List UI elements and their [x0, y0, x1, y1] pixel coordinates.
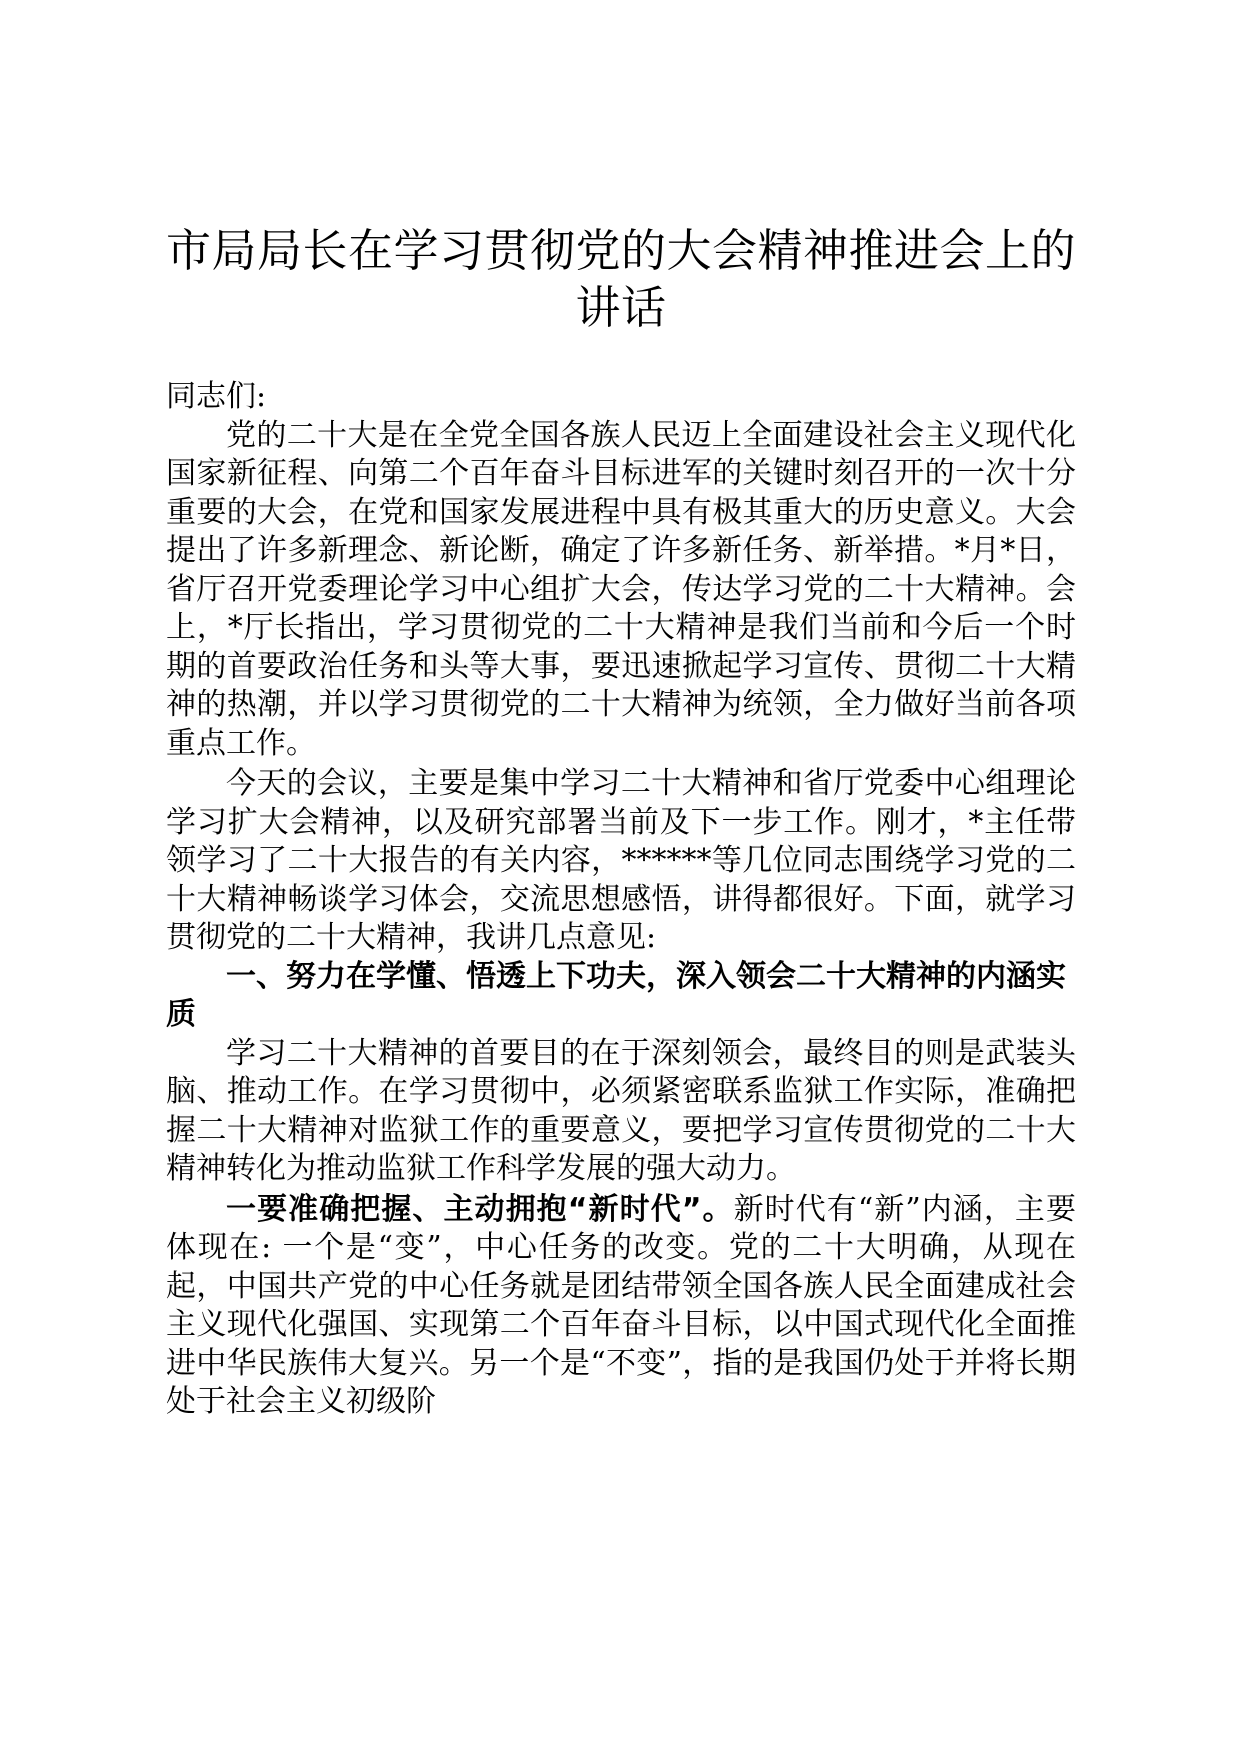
document-title-line-1: 市局局长在学习贯彻党的大会精神推进会上的 [166, 224, 1077, 278]
paragraph-new-era-lead: 一要准确把握、主动拥抱“新时代”。 [226, 1191, 734, 1227]
salutation: 同志们: [166, 379, 267, 414]
paragraph-new-era [166, 1191, 1076, 1422]
section-heading-1: 一、努力在学懂、悟透上下功夫，深入领会二十大精神的内涵实质 [166, 958, 1066, 1032]
document-body [166, 378, 1076, 1422]
paragraph-meeting-purpose: 今天的会议，主要是集中学习二十大精神和省厅党委中心组理论学习扩大会精神，以及研究部署当前及下一步工作。刚才，*主任带领学习了二十大报告的有关内容，******等几位同志围绕学习党的二十大精神畅谈学习体会，交流思想感悟，讲得都很好。下面，就学习贯彻党的二十大精神，我讲几点意见: [166, 766, 1076, 955]
paragraph-section-1-intro: 学习二十大精神的首要目的在于深刻领会，最终目的则是武装头脑、推动工作。在学习贯彻中，必须紧密联系监狱工作实际，准确把握二十大精神对监狱工作的重要意义，要把学习宣传贯彻党的二十大精神转化为推动监狱工作科学发展的强大动力。 [166, 1035, 1076, 1186]
paragraph-new-era-body: 新时代有“新”内涵，主要体现在: 一个是“变”，中心任务的改变。党的二十大明确，从现在起，中国共产党的中心任务就是团结带领全国各族人民全面建成社会主义现代化强国、实现第二个百年奋斗目标，以中国式现代化全面推进中华民族伟大复兴。另一个是“不变”，指的是我国仍处于并将长期处于社会主义初级阶 [166, 1191, 1076, 1419]
paragraph-intro: 党的二十大是在全党全国各族人民迈上全面建设社会主义现代化国家新征程、向第二个百年奋斗目标进军的关键时刻召开的一次十分重要的大会，在党和国家发展进程中具有极其重大的历史意义。大会提出了许多新理念、新论断，确定了许多新任务、新举措。*月*日，省厅召开党委理论学习中心组扩大会，传达学习党的二十大精神。会上，*厅长指出，学习贯彻党的二十大精神是我们当前和今后一个时期的首要政治任务和头等大事，要迅速掀起学习宣传、贯彻二十大精神的热潮，并以学习贯彻党的二十大精神为统领，全力做好当前各项重点工作。 [166, 417, 1076, 761]
document-title-line-2: 讲话 [575, 281, 667, 335]
document-title [166, 222, 1076, 336]
